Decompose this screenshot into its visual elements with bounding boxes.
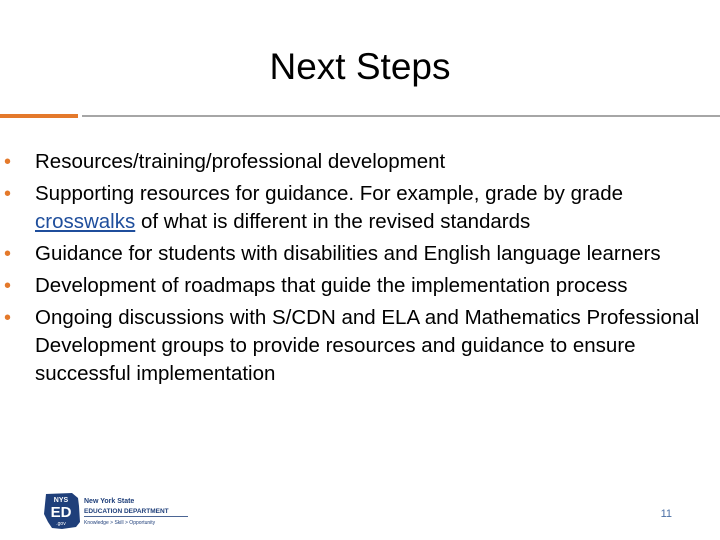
bullet-item <box>0 148 720 176</box>
bullet-dot-icon: • <box>4 243 12 265</box>
logo-tagline: Knowledge > Skill > Opportunity <box>84 520 156 526</box>
bullet-text: Development of roadmaps that guide the implementation process <box>35 274 628 297</box>
accent-rule <box>0 114 78 118</box>
bullet-dot-icon: • <box>4 307 12 329</box>
bullet-text-before: Supporting resources for guidance. For example, grade by grade <box>35 182 624 205</box>
bullet-item <box>0 180 720 236</box>
logo-line-1: New York State <box>84 498 135 505</box>
divider-rule <box>82 115 720 117</box>
logo-badge-sub: .gov <box>56 521 66 527</box>
nysed-logo <box>42 492 192 532</box>
bullet-item <box>0 272 720 300</box>
bullet-dot-icon: • <box>4 275 12 297</box>
bullet-text: Resources/training/professional development <box>35 150 446 173</box>
logo-badge-top: NYS <box>53 497 69 504</box>
crosswalks-link[interactable]: crosswalks <box>35 210 136 233</box>
bullet-text: Ongoing discussions with S/CDN and ELA and Mathematics Professional Development groups to provide resources and guidance to ensure successful implementation <box>35 306 700 385</box>
bullet-item <box>0 240 720 268</box>
page-number: 11 <box>660 508 672 520</box>
bullet-item <box>0 304 720 388</box>
logo-line-2: EDUCATION DEPARTMENT <box>84 508 169 515</box>
bullet-dot-icon: • <box>4 183 12 205</box>
bullet-dot-icon: • <box>4 151 12 173</box>
logo-badge-main: ED <box>50 504 72 521</box>
bullet-list <box>0 148 720 392</box>
bullet-text-after: of what is different in the revised standards <box>135 210 531 233</box>
logo-underline <box>84 516 188 517</box>
slide-title: Next Steps <box>269 46 451 87</box>
bullet-text: Guidance for students with disabilities and English language learners <box>35 242 661 265</box>
